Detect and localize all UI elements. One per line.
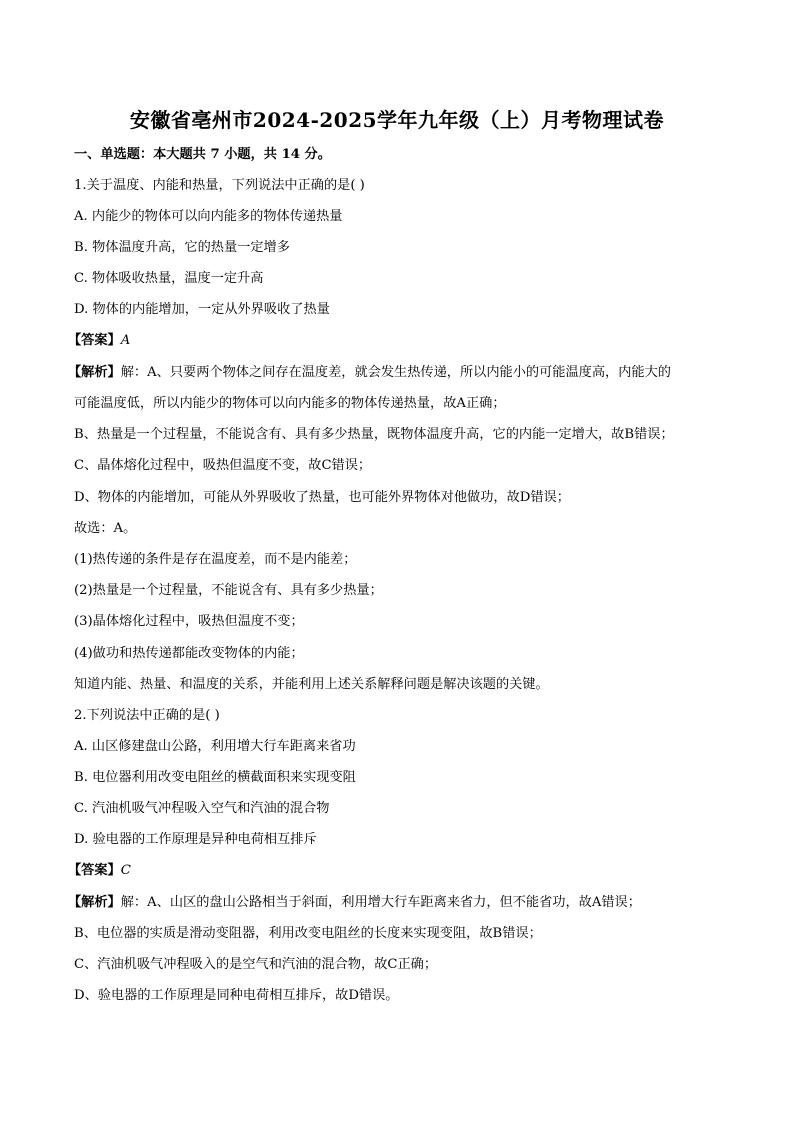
q2-stem: 2.下列说法中正确的是( ) [74,708,220,723]
exam-title: 安徽省亳州市2024-2025学年九年级（上）月考物理试卷 [129,108,665,132]
q2-analysis-line: C、汽油机吸气冲程吸入的是空气和汽油的混合物，故C正确； [74,957,438,972]
analysis-text: 解：A、只要两个物体之间存在温度差，就会发生热传递，所以内能小的可能温度高，内能大的 [120,365,671,380]
q2-analysis-line: D、验电器的工作原理是同种电荷相互排斥，故D错误。 [74,988,399,1003]
q1-analysis-line: (3)晶体熔化过程中，吸热但温度不变； [74,614,304,629]
q1-analysis-line: (2)热量是一个过程量，不能说含有、具有多少热量； [74,583,383,598]
q1-analysis-line: (4)做功和热传递都能改变物体的内能； [74,646,304,661]
analysis-tag: 【解析】 [68,365,121,380]
q2-option-a: A. 山区修建盘山公路，利用增大行车距离来省功 [74,739,356,754]
q2-analysis-line: B、电位器的实质是滑动变阻器，利用改变电阻丝的长度来实现变阻，故B错误； [74,926,542,941]
q1-option-b: B. 物体温度升高，它的热量一定增多 [74,240,290,255]
q1-analysis-line: (1)热传递的条件是存在温度差，而不是内能差； [74,552,357,567]
section-heading: 一、单选题：本大题共 7 小题，共 14 分。 [74,147,331,162]
q1-analysis-line [68,364,718,382]
answer-tag: 【答案】 [68,863,121,878]
q1-analysis-line: 故选：A。 [74,521,137,536]
answer-tag: 【答案】 [68,333,121,348]
q1-analysis-line: 知道内能、热量、和温度的关系，并能利用上述关系解释问题是解决该题的关键。 [74,677,549,692]
analysis-tag: 【解析】 [68,895,121,910]
q1-option-a: A. 内能少的物体可以向内能多的物体传递热量 [74,209,343,224]
q2-option-d: D. 验电器的工作原理是异种电荷相互排斥 [74,832,317,847]
answer-value: C [120,863,131,878]
answer-value: A [120,333,131,348]
q2-analysis-line [68,894,718,912]
q2-answer [68,862,718,880]
q1-analysis-line: C、晶体熔化过程中，吸热但温度不变，故C错误； [74,458,372,473]
analysis-text: 解：A、山区的盘山公路相当于斜面，利用增大行车距离来省力，但不能省功，故A错误； [120,895,641,910]
q1-answer [68,332,718,350]
q1-analysis-line: B、热量是一个过程量，不能说含有、具有多少热量，既物体温度升高，它的内能一定增大，故B错误； [74,427,674,442]
q1-option-d: D. 物体的内能增加，一定从外界吸收了热量 [74,302,330,317]
q2-option-b: B. 电位器利用改变电阻丝的横截面积来实现变阻 [74,770,356,785]
q1-analysis-line: D、物体的内能增加，可能从外界吸收了热量，也可能外界物体对他做功，故D错误； [74,490,570,505]
q1-option-c: C. 物体吸收热量，温度一定升高 [74,271,264,286]
q1-stem: 1.关于温度、内能和热量，下列说法中正确的是( ) [74,178,365,193]
q2-option-c: C. 汽油机吸气冲程吸入空气和汽油的混合物 [74,801,330,816]
q1-analysis-line: 可能温度低，所以内能少的物体可以向内能多的物体传递热量，故A正确； [74,396,506,411]
